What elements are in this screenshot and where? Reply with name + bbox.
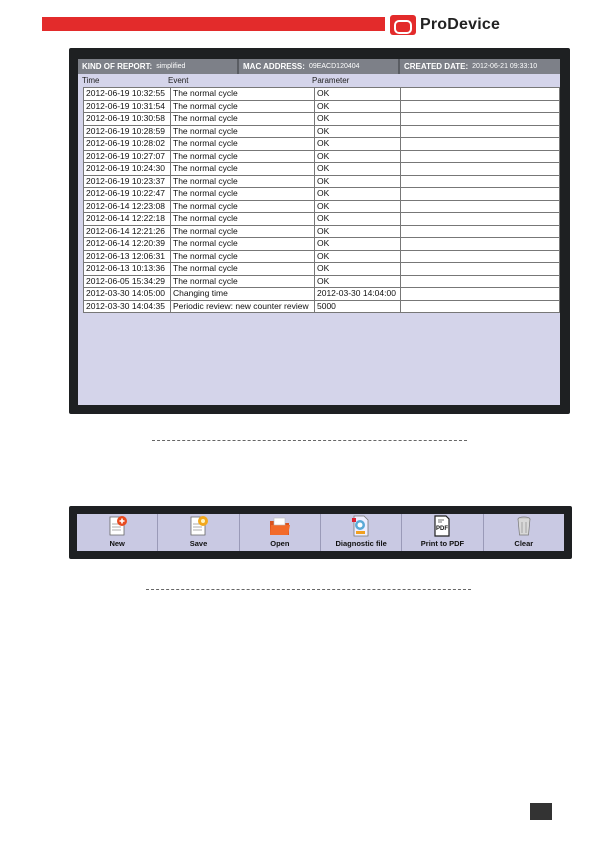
table-row[interactable]: [84, 288, 560, 301]
report-window: [69, 48, 570, 414]
save-button[interactable]: [158, 514, 239, 551]
cell-time: 2012-06-19 10:28:02: [84, 138, 171, 151]
cell-time: 2012-06-19 10:24:30: [84, 163, 171, 176]
column-header-time[interactable]: Time: [82, 76, 100, 85]
column-header-event[interactable]: Event: [168, 76, 189, 85]
brand-logo: [390, 14, 500, 36]
table-row[interactable]: [84, 300, 560, 313]
cell-event: Changing time: [171, 288, 315, 301]
cell-empty: [401, 113, 560, 126]
cell-event: The normal cycle: [171, 250, 315, 263]
cell-parameter: OK: [315, 125, 401, 138]
cell-parameter: OK: [315, 238, 401, 251]
cell-time: 2012-06-19 10:23:37: [84, 175, 171, 188]
cell-parameter: OK: [315, 113, 401, 126]
cell-parameter: OK: [315, 163, 401, 176]
table-row[interactable]: [84, 213, 560, 226]
column-header-parameter[interactable]: Parameter: [312, 76, 350, 85]
cell-parameter: OK: [315, 250, 401, 263]
cell-parameter: OK: [315, 138, 401, 151]
report-info-bar: [78, 59, 560, 74]
cell-parameter: OK: [315, 100, 401, 113]
cell-time: 2012-06-14 12:22:18: [84, 213, 171, 226]
cell-parameter: 2012-03-30 14:04:00: [315, 288, 401, 301]
svg-text:PDF: PDF: [436, 526, 449, 532]
cell-time: 2012-06-14 12:23:08: [84, 200, 171, 213]
table-row[interactable]: [84, 163, 560, 176]
cell-empty: [401, 300, 560, 313]
table-row[interactable]: [84, 150, 560, 163]
cell-parameter: OK: [315, 188, 401, 201]
table-row[interactable]: [84, 175, 560, 188]
toolbar-button-label: Diagnostic file: [335, 539, 387, 548]
table-row[interactable]: [84, 263, 560, 276]
toolbar-button-label: Clear: [514, 539, 534, 548]
cell-time: 2012-06-13 10:13:36: [84, 263, 171, 276]
table-row[interactable]: [84, 238, 560, 251]
brand-logo-icon: [390, 15, 416, 35]
cell-empty: [401, 250, 560, 263]
cell-time: 2012-06-19 10:28:59: [84, 125, 171, 138]
cell-event: The normal cycle: [171, 188, 315, 201]
cell-time: 2012-06-13 12:06:31: [84, 250, 171, 263]
table-row[interactable]: [84, 225, 560, 238]
toolbar: [77, 514, 564, 551]
report-created-label: CREATED DATE:: [404, 62, 469, 71]
cell-event: The normal cycle: [171, 100, 315, 113]
cell-time: 2012-06-05 15:34:29: [84, 275, 171, 288]
cell-parameter: OK: [315, 213, 401, 226]
report-table: [83, 87, 560, 313]
table-row[interactable]: [84, 250, 560, 263]
table-row[interactable]: [84, 188, 560, 201]
new-button[interactable]: [77, 514, 158, 551]
cell-event: The normal cycle: [171, 138, 315, 151]
cell-event: The normal cycle: [171, 125, 315, 138]
cell-empty: [401, 275, 560, 288]
report-kind-value: simplified: [156, 63, 186, 70]
dashed-divider: [146, 589, 471, 590]
cell-time: 2012-06-14 12:21:26: [84, 225, 171, 238]
save-document-icon: [186, 514, 210, 538]
report-kind-label: KIND OF REPORT:: [82, 62, 153, 71]
pdf-icon: [430, 514, 454, 538]
cell-empty: [401, 125, 560, 138]
cell-event: The normal cycle: [171, 88, 315, 101]
cell-time: 2012-06-19 10:31:54: [84, 100, 171, 113]
table-row[interactable]: [84, 275, 560, 288]
cell-empty: [401, 225, 560, 238]
report-mac-label: MAC ADDRESS:: [243, 62, 305, 71]
cell-event: The normal cycle: [171, 200, 315, 213]
print-to-pdf-button[interactable]: [402, 514, 483, 551]
table-row[interactable]: [84, 125, 560, 138]
table-row[interactable]: [84, 200, 560, 213]
cell-empty: [401, 288, 560, 301]
cell-empty: [401, 138, 560, 151]
cell-parameter: OK: [315, 88, 401, 101]
table-header: [78, 74, 560, 87]
cell-parameter: OK: [315, 275, 401, 288]
new-document-icon: [105, 514, 129, 538]
toolbar-button-label: Open: [270, 539, 290, 548]
cell-time: 2012-06-14 12:20:39: [84, 238, 171, 251]
cell-event: The normal cycle: [171, 163, 315, 176]
cell-parameter: OK: [315, 225, 401, 238]
cell-empty: [401, 150, 560, 163]
cell-empty: [401, 213, 560, 226]
diagnostic-file-button[interactable]: [321, 514, 402, 551]
cell-empty: [401, 100, 560, 113]
toolbar-window: [69, 506, 572, 559]
cell-event: The normal cycle: [171, 263, 315, 276]
cell-time: 2012-03-30 14:04:35: [84, 300, 171, 313]
trash-icon: [512, 514, 536, 538]
cell-time: 2012-06-19 10:32:55: [84, 88, 171, 101]
cell-parameter: OK: [315, 175, 401, 188]
cell-parameter: OK: [315, 263, 401, 276]
cell-empty: [401, 163, 560, 176]
clear-button[interactable]: [484, 514, 564, 551]
dashed-divider: [152, 440, 467, 441]
cell-empty: [401, 188, 560, 201]
cell-empty: [401, 263, 560, 276]
folder-open-icon: [268, 514, 292, 538]
cell-event: The normal cycle: [171, 275, 315, 288]
diagnostic-file-icon: [349, 514, 373, 538]
cell-event: Periodic review: new counter review: [171, 300, 315, 313]
report-mac-value: 09EACD120404: [308, 63, 360, 70]
brand-name: ProDevice: [420, 16, 501, 33]
cell-parameter: OK: [315, 150, 401, 163]
report-kind: [78, 59, 237, 74]
report-created-value: 2012-06-21 09:33:10: [472, 63, 538, 70]
cell-empty: [401, 200, 560, 213]
table-row[interactable]: [84, 138, 560, 151]
cell-event: The normal cycle: [171, 238, 315, 251]
report-mac: [239, 59, 398, 74]
page-number-box: [530, 803, 552, 820]
report-created: [400, 59, 537, 74]
table-row[interactable]: [84, 88, 560, 101]
table-row[interactable]: [84, 113, 560, 126]
cell-empty: [401, 175, 560, 188]
cell-parameter: OK: [315, 200, 401, 213]
open-button[interactable]: [240, 514, 321, 551]
cell-time: 2012-06-19 10:27:07: [84, 150, 171, 163]
cell-event: The normal cycle: [171, 113, 315, 126]
toolbar-button-label: New: [109, 539, 125, 548]
cell-empty: [401, 88, 560, 101]
cell-event: The normal cycle: [171, 150, 315, 163]
cell-time: 2012-03-30 14:05:00: [84, 288, 171, 301]
table-row[interactable]: [84, 100, 560, 113]
toolbar-button-label: Print to PDF: [420, 539, 465, 548]
header-red-bar: [42, 17, 385, 31]
cell-event: The normal cycle: [171, 225, 315, 238]
cell-event: The normal cycle: [171, 213, 315, 226]
cell-empty: [401, 238, 560, 251]
cell-event: The normal cycle: [171, 175, 315, 188]
toolbar-button-label: Save: [189, 539, 208, 548]
cell-parameter: 5000: [315, 300, 401, 313]
cell-time: 2012-06-19 10:22:47: [84, 188, 171, 201]
report-panel: [78, 59, 560, 405]
cell-time: 2012-06-19 10:30:58: [84, 113, 171, 126]
